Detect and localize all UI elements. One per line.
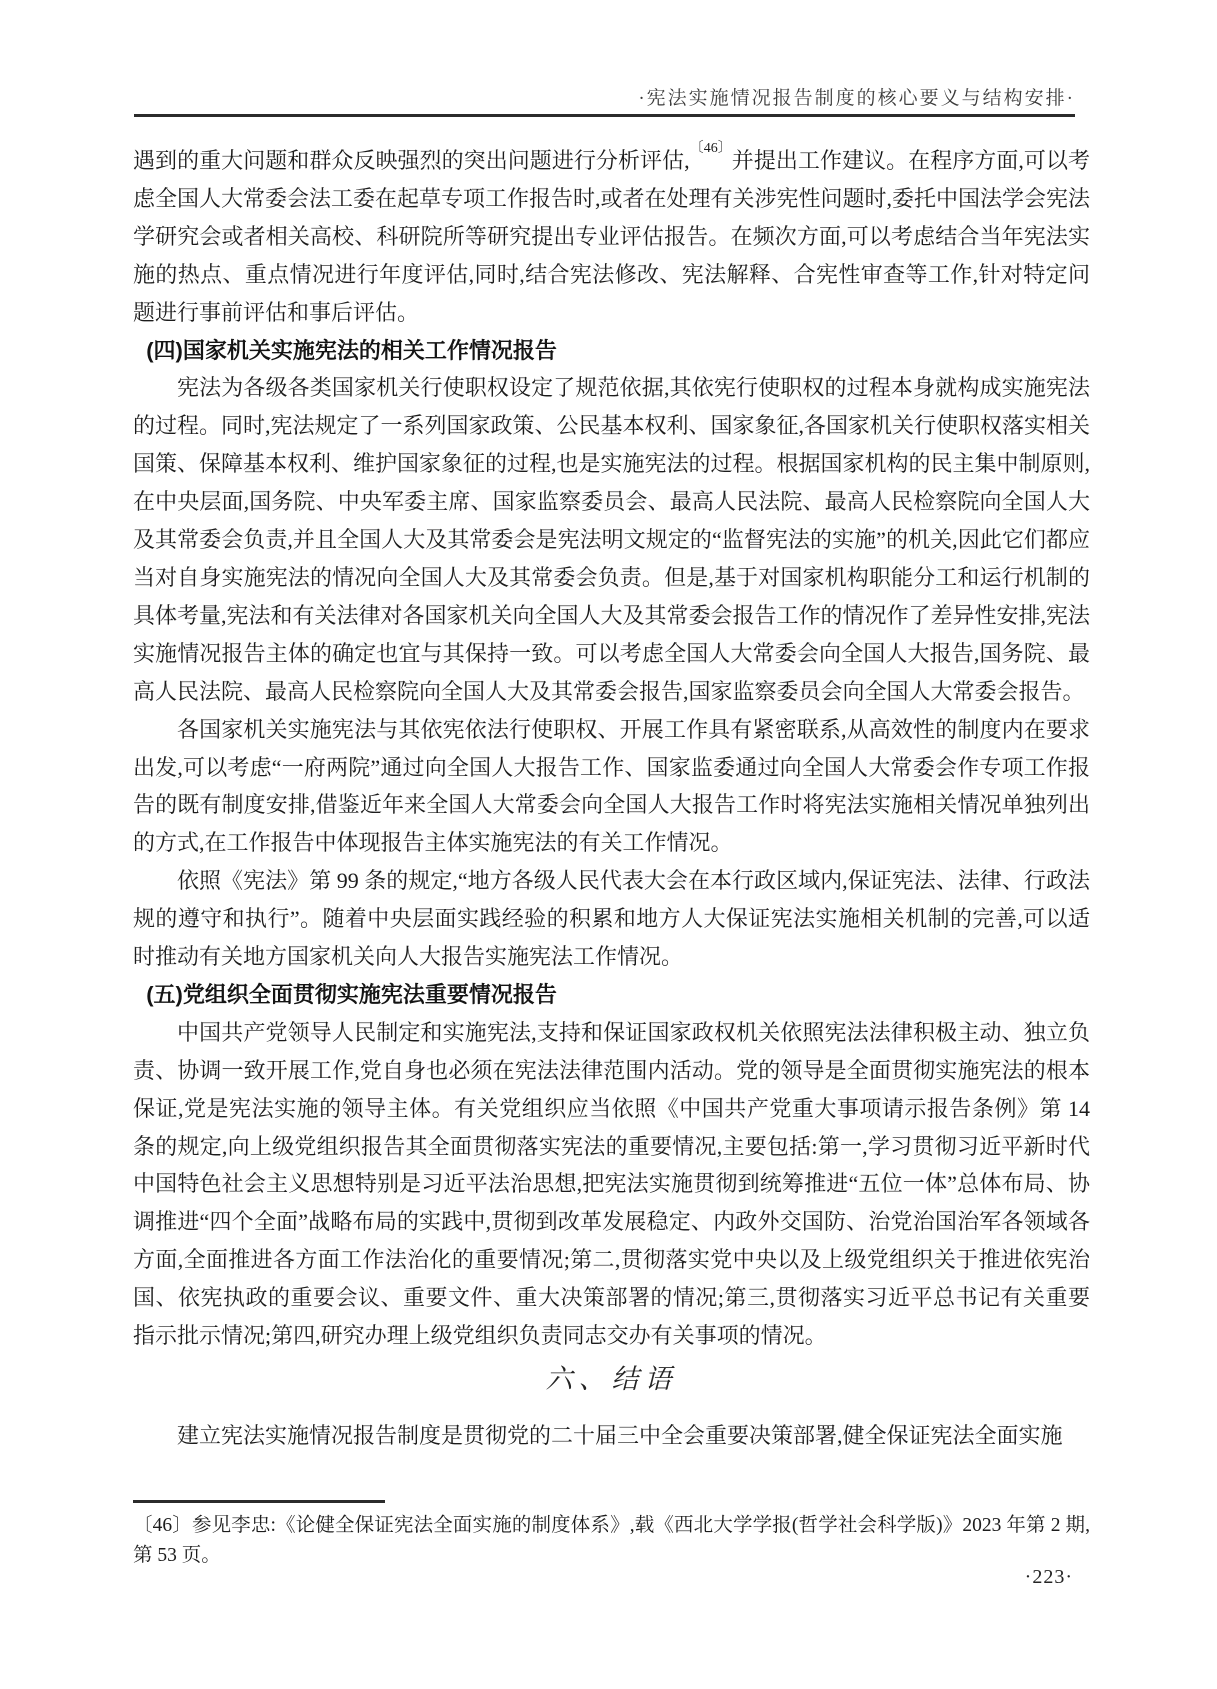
paragraph-conclusion: 建立宪法实施情况报告制度是贯彻党的二十届三中全会重要决策部署,健全保证宪法全面实施 <box>177 1423 1063 1448</box>
heading-conclusion: 六、结语 <box>545 1364 678 1394</box>
paragraph-text-before-footnote: 遇到的重大问题和群众反映强烈的突出问题进行分析评估, <box>133 148 690 173</box>
heading-section-5: (五)党组织全面贯彻实施宪法重要情况报告 <box>146 981 557 1007</box>
footnote-divider <box>133 1500 385 1503</box>
heading-section-4: (四)国家机关实施宪法的相关工作情况报告 <box>146 337 557 363</box>
paragraph-local-organs: 依照《宪法》第 99 条的规定,“地方各级人民代表大会在本行政区域内,保证宪法、法律、行政法规的遵守和执行”。随着中央层面实践经验的积累和地方人大保证宪法实施相关机制的完善,可以适时推动有关地方国家机关向人大报告实施宪法工作情况。 <box>133 868 1090 970</box>
running-head <box>134 83 1075 110</box>
running-head-title: ·宪法实施情况报告制度的核心要义与结构安排· <box>638 88 1075 109</box>
paragraph-work-reports: 各国家机关实施宪法与其依宪依法行使职权、开展工作具有紧密联系,从高效性的制度内在要求出发,可以考虑“一府两院”通过向全国人大报告工作、国家监委通过向全国人大常委会作专项工作报告的既有制度安排,借鉴近年来全国人大常委会向全国人大报告工作时将宪法实施相关情况单独列出的方式,在工作报告中体现报告主体实施宪法的有关工作情况。 <box>133 716 1090 856</box>
paragraph-text-after-footnote: 并提出工作建议。在程序方面,可以考虑全国人大常委会法工委在起草专项工作报告时,或者在处理有关涉宪性问题时,委托中国法学会宪法学研究会或者相关高校、科研院所等研究提出专业评估报告。在频次方面,可以考虑结合当年宪法实施的热点、重点情况进行年度评估,同时,结合宪法修改、宪法解释、合宪性审查等工作,针对特定问题进行事前评估和事后评估。 <box>133 148 1091 325</box>
article-body <box>133 142 1090 1455</box>
paragraph-continuation <box>133 142 1090 332</box>
header-rule <box>134 114 1075 117</box>
page-number: ·223· <box>1024 1566 1073 1588</box>
footnote-46: 〔46〕参见李忠:《论健全保证宪法全面实施的制度体系》,载《西北大学学报(哲学社会科学版)》2023 年第 2 期,第 53 页。 <box>133 1515 1090 1566</box>
paragraph-state-organs: 宪法为各级各类国家机关行使职权设定了规范依据,其依宪行使职权的过程本身就构成实施宪法的过程。同时,宪法规定了一系列国家政策、公民基本权利、国家象征,各国家机关行使职权落实相关国策、保障基本权利、维护国家象征的过程,也是实施宪法的过程。根据国家机构的民主集中制原则,在中央层面,国务院、中央军委主席、国家监察委员会、最高人民法院、最高人民检察院向全国人大及其常委会负责,并且全国人大及其常委会是宪法明文规定的“监督宪法的实施”的机关,因此它们都应当对自身实施宪法的情况向全国人大及其常委会负责。但是,基于对国家机构职能分工和运行机制的具体考量,宪法和有关法律对各国家机关向全国人大及其常委会报告工作的情况作了差异性安排,宪法实施情况报告主体的确定也宜与其保持一致。可以考虑全国人大常委会向全国人大报告,国务院、最高人民法院、最高人民检察院向全国人大及其常委会报告,国家监察委员会向全国人大常委会报告。 <box>133 375 1091 704</box>
paragraph-party-organizations: 中国共产党领导人民制定和实施宪法,支持和保证国家政权机关依照宪法法律积极主动、独立负责、协调一致开展工作,党自身也必须在宪法法律范围内活动。党的领导是全面贯彻实施宪法的根本保证,党是宪法实施的领导主体。有关党组织应当依照《中国共产党重大事项请示报告条例》第 14 条的规定,向上级党组织报告其全面贯彻落实宪法的重要情况,主要包括:第一,学习贯彻习近平新时代中国特色社会主义思想特别是习近平法治思想,把宪法实施贯彻到统筹推进“五位一体”总体布局、协调推进“四个全面”战略布局的实践中,贯彻到改革发展稳定、内政外交国防、治党治国治军各领域各方面,全面推进各方面工作法治化的重要情况;第二,贯彻落实党中央以及上级党组织关于推进依宪治国、依宪执政的重要会议、重要文件、重大决策部署的情况;第三,贯彻落实习近平总书记有关重要指示批示情况;第四,研究办理上级党组织负责同志交办有关事项的情况。 <box>133 1019 1090 1349</box>
footnote-reference-46: 〔46〕 <box>689 140 732 156</box>
footnote-area <box>133 1500 1090 1571</box>
